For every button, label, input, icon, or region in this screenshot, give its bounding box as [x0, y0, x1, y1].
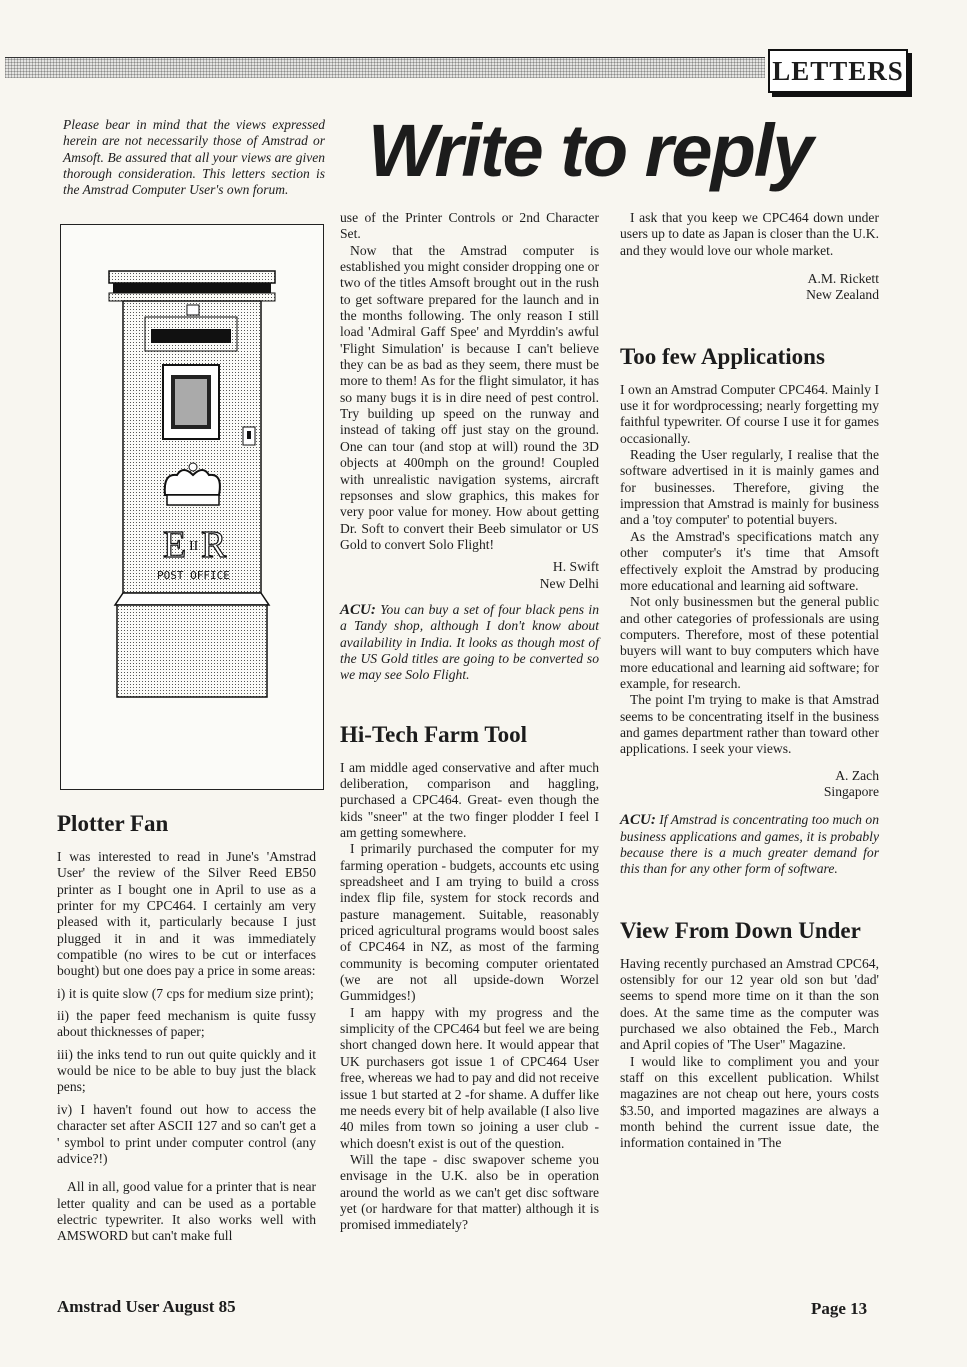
apps-signature-place: Singapore [823, 783, 879, 799]
footer-page-number: Page 13 [811, 1299, 868, 1318]
plotter-item-2: ii) the paper feed mechanism is quite fussy about thicknesses of paper; [57, 1008, 316, 1040]
plotter-item-3: iii) the inks tend to run out quite quickly and it would be nice to be able to buy just the black pens; [57, 1046, 316, 1095]
plotter-item-1: i) it is quite slow (7 cps for medium size print); [57, 985, 314, 1001]
cipher-e: E [163, 524, 187, 566]
plotter-signature-place: New Delhi [539, 575, 599, 591]
plotter-p2: All in all, good value for a printer that is near letter quality and can be used as a portable electric typewriter. It also works well with AMSWORD but can't make full [57, 1179, 316, 1244]
plotter-item-4: iv) I haven't found out how to access the character set after ASCII 127 and so can't get a ' symbol to print under computer control (any advice?!) [57, 1101, 316, 1166]
farm-signature-name: A.M. Rickett [807, 271, 879, 287]
cipher-r: R [201, 524, 227, 566]
plotter-p3: use of the Printer Controls or 2nd Character Set. [340, 210, 599, 242]
farm-title: Hi-Tech Farm Tool [340, 721, 527, 747]
apps-p5: The point I'm trying to make is that Amstrad seems to be concentrating itself in the business and games department rather than toward other applications. I seek your views. [620, 692, 879, 757]
apps-p4: Not only businessmen but the general public and other categories of professionals are using computers. Therefore, most of these potential buyers will want to buy computers which have more educational and learning aid software; for example, for research. [620, 594, 879, 691]
disclaimer-text: Please bear in mind that the views expressed herein are not necessarily those of Amstrad or Amsoft. Be assured that all your views are given thorough consideration. This letters section is the Amstrad Computer User's own forum. [63, 117, 325, 198]
column-3 [620, 210, 879, 1152]
farm-p1: I am middle aged conservative and after much deliberation, comparison and haggling, purchased a CPC464. Great- even though the kids "sneer" at the two finger plodder I feel I am getting somewhere. [340, 759, 599, 840]
apps-p1: I own an Amstrad Computer CPC464. Mainly I use it for wordprocessing; nearly forgetting my faithful typewriter. Of course I use it for games occasionally. [620, 381, 879, 446]
downunder-p2: I would like to compliment you and your staff on this excellent publication. Whilst magazines are not cheap out here, yours costs $3.50, and imported magazines are always a month behind the current issue date, the information contained in 'The [620, 1053, 879, 1151]
plotter-signature-name: H. Swift [552, 559, 599, 575]
apps-p2: Reading the User regularly, I realise that the software advertised in it is mainly games and for businesses. Therefore, giving the impression that Amstrad is mainly for business and a 'toy computer' to potential buyers. [620, 447, 879, 528]
apps-editor-reply: ACU: If Amstrad is concentrating too much on business applications and games, it is probably because there is a much greater demand for this than for any other form of software. [620, 812, 879, 877]
downunder-title: View From Down Under [620, 917, 861, 943]
plotter-title: Plotter Fan [57, 811, 169, 836]
apps-signature-name: A. Zach [835, 767, 879, 783]
apps-title: Too few Applications [620, 343, 825, 369]
pillar-box-icon [61, 225, 323, 789]
page-headline: Write to reply [368, 109, 812, 192]
pillar-box-illustration [60, 224, 324, 790]
plotter-p1: I was interested to read in June's 'Amstrad User' the review of the Silver Reed EB50 printer as I bought one in April to use as a printer for my CPC464. I certainly am very pleased with it, particularly because I just plugged it in and it was immediately compatible (no wires to be cut or interfaces bought) but one does pay a price in some areas: [57, 849, 316, 979]
plotter-editor-reply: ACU: You can buy a set of four black pens in a Tandy shop, although I don't know about availability in India. It looks as though most of the US Gold titles are going to be converted so we may see Solo Flight. [340, 601, 600, 683]
plotter-p4: Now that the Amstrad computer is established you might consider dropping one or two of the titles Amsoft brought out in the rush to get software prepared for the launch and in the months following. The only reason I still load 'Admiral Gaff Spee' and Myrddin's awful 'Flight Simulation' is because I can't believe they can be as bad as they seem, there must be more to them! As for the flight simulator, it has so many bugs it is in dire need of pest control. Try building up speed on the runway and instead of taking off just stay on the ground. One can tour (and stop at will) round the 3D objects at 400mph on the ground! Coupled with unrealistic navigation systems, aircraft repsonses and slow graphics, this makes for very poor value for money. How about getting Dr. Soft to convert their Beeb simulator or US Gold to convert Solo Flight! [340, 242, 599, 552]
acu-label: ACU: [620, 812, 656, 829]
farm-p2: I primarily purchased the computer for my farming operation - budgets, accounts etc using spreadsheet and I am trying to build a cross index flip file, system for stock records and pasture management. Suitable, reasonably priced agricultural programs would boost sales of CPC464 in NZ, as most of the farming community is becoming computer orientated (we are not all upside-down Worzel Gummidges!) [340, 841, 599, 1004]
column-2 [340, 210, 599, 1234]
post-office-caption: POST OFFICE [157, 569, 230, 582]
apps-p3: As the Amstrad's specifications match any other computer's it's time that Amsoft effectively exploit the Amstrad by producing more educational and learning aid software. [620, 528, 879, 593]
farm-p5: I ask that you keep we CPC464 down under users up to date as Japan is closer than the U.K. and they would love our whole market. [620, 210, 879, 258]
farm-signature-place: New Zealand [806, 287, 879, 303]
acu-label: ACU: [340, 601, 376, 618]
farm-p3: I am happy with my progress and the simplicity of the CPC464 but feel we are being short changed down here. It would appear that UK purchasers got issue 1 of CPC464 User free, whereas we had to pay and did not receive issue 1 but started at 2 -for shame. A duffer like me needs every bit of help available (I also live 40 miles from town so joining a user club - which doesn't exist is out of the question. [340, 1004, 599, 1151]
downunder-p1: Having recently purchased an Amstrad CPC64, ostensibly for our 12 year old son but 'dad' seems to spend more time on it than the son does. At the same time as the computer was purchased we also obtained the Feb., March and April copies of 'The User" Magazine. [620, 955, 879, 1053]
column-1 [57, 849, 316, 1245]
footer-publication: Amstrad User August 85 [57, 1297, 236, 1316]
cipher-ii: II [189, 539, 199, 554]
section-label: LETTERS [768, 49, 908, 93]
farm-p4: Will the tape - disc swapover scheme you envisage in the U.K. also be in operation around the world as we can't get disc software yet (or hardware for that matter) although it is promised immediately? [340, 1151, 599, 1233]
header-pattern-band [5, 57, 765, 78]
